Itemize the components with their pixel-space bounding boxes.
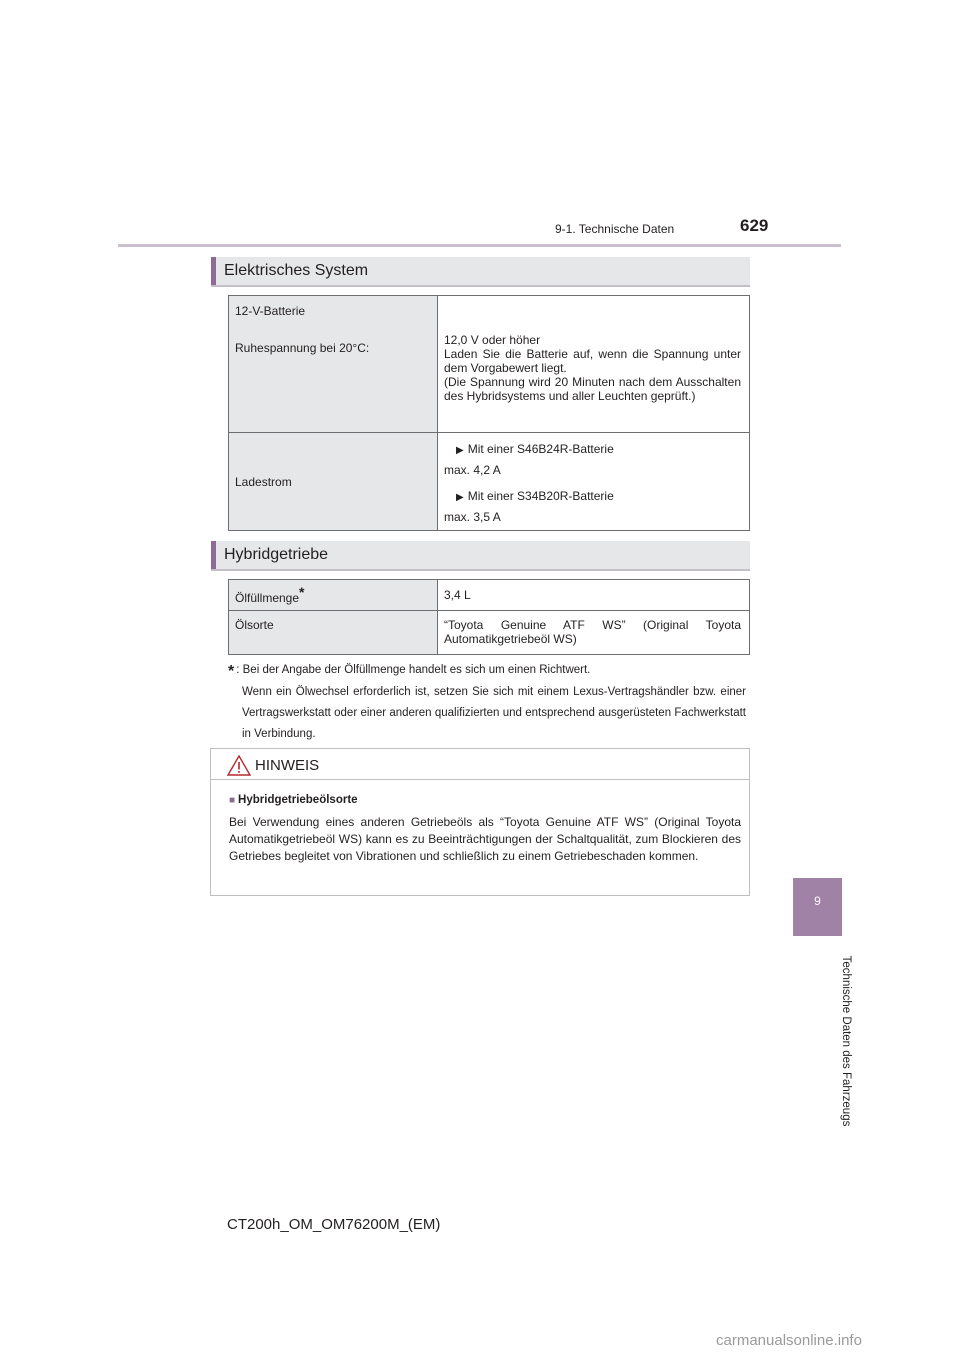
notice-box <box>210 748 750 896</box>
chapter-number: 9 <box>814 894 821 908</box>
notice-divider <box>211 779 749 780</box>
section-marker-bar <box>211 541 216 569</box>
footnote <box>228 660 746 745</box>
watermark: carmanualsonline.info <box>716 1332 862 1349</box>
header-section-title: 9-1. Technische Daten <box>555 222 675 236</box>
battery-label: 12-V-Batterie <box>235 304 306 318</box>
table-row <box>229 296 750 433</box>
battery-option: ▶ Mit einer S34B20R-Batterie <box>456 489 614 503</box>
oil-capacity-label: Ölfüllmenge <box>235 591 300 605</box>
table-label-cell <box>229 296 438 433</box>
section-header-electrical <box>211 257 750 287</box>
notice-title: HINWEIS <box>255 757 320 774</box>
oil-capacity-value: 3,4 L <box>444 588 471 602</box>
footnote-first-line: * : Bei der Angabe der Ölfüllmenge handelt es sich um einen Richtwert. <box>228 663 591 680</box>
table-value-cell <box>438 433 750 531</box>
table-label-cell <box>229 580 438 611</box>
arrow-right-icon: ▶ <box>456 445 464 456</box>
hybrid-spec-table <box>228 579 750 655</box>
section-title: Elektrisches System <box>224 262 369 279</box>
square-bullet-icon: ■ <box>229 795 236 806</box>
footnote-marker: * <box>299 584 305 600</box>
section-header-hybrid <box>211 541 750 571</box>
charge-current-value: max. 3,5 A <box>444 510 501 524</box>
charge-instruction: Laden Sie die Batterie auf, wenn die Spannung unter dem Vorgabewert liegt. <box>444 347 741 375</box>
section-title: Hybridgetriebe <box>224 546 329 563</box>
table-value-cell <box>438 611 750 655</box>
warning-triangle-icon <box>227 755 251 776</box>
charge-current-value: max. 4,2 A <box>444 463 501 477</box>
document-code: CT200h_OM_OM76200M_(EM) <box>227 1216 441 1233</box>
rest-voltage-label: Ruhespannung bei 20°C: <box>235 341 370 355</box>
table-value-cell <box>438 296 750 433</box>
electrical-spec-table <box>228 295 750 531</box>
page-number: 629 <box>740 216 769 235</box>
voltage-check-note: (Die Spannung wird 20 Minuten nach dem Ausschalten des Hybridsystems und aller Leuchten geprüft.) <box>444 375 741 403</box>
table-label-cell <box>229 611 438 655</box>
notice-text: Bei Verwendung eines anderen Getriebeöls als “Toyota Genuine ATF WS” (Original Toyota Automatikgetriebeöl WS) kann es zu Beeinträchtigungen der Schaltqualität, zum Blockieren des Getriebes begleitet von Vibrationen und schließlich zu einem Getriebeschaden kommen. <box>229 815 741 863</box>
table-value-cell <box>438 580 750 611</box>
section-marker-bar <box>211 257 216 285</box>
arrow-right-icon: ▶ <box>456 492 464 503</box>
oil-type-label: Ölsorte <box>235 618 274 632</box>
rest-voltage-value: 12,0 V oder höher <box>444 333 541 347</box>
notice-subtitle: ■ Hybridgetriebeölsorte <box>229 794 358 806</box>
header-divider <box>118 244 841 247</box>
table-row <box>229 580 750 611</box>
charge-current-label: Ladestrom <box>235 474 292 489</box>
chapter-title-vertical: Technische Daten des Fahrzeugs <box>840 955 852 1127</box>
table-label-cell <box>229 433 438 531</box>
footnote-marker: * <box>228 663 235 680</box>
footnote-body: Wenn ein Ölwechsel erforderlich ist, setzen Sie sich mit einem Lexus-Vertragshändler bzw. einer Vertragswerkstatt oder einer anderen qualifizierten und entsprechend ausgerüsteten Fachwerkstatt in Verbindung. <box>242 686 746 740</box>
oil-type-value: “Toyota Genuine ATF WS” (Original Toyota Automatikgetriebeöl WS) <box>444 618 741 646</box>
battery-option: ▶ Mit einer S46B24R-Batterie <box>456 442 614 456</box>
table-row <box>229 433 750 531</box>
table-row <box>229 611 750 655</box>
